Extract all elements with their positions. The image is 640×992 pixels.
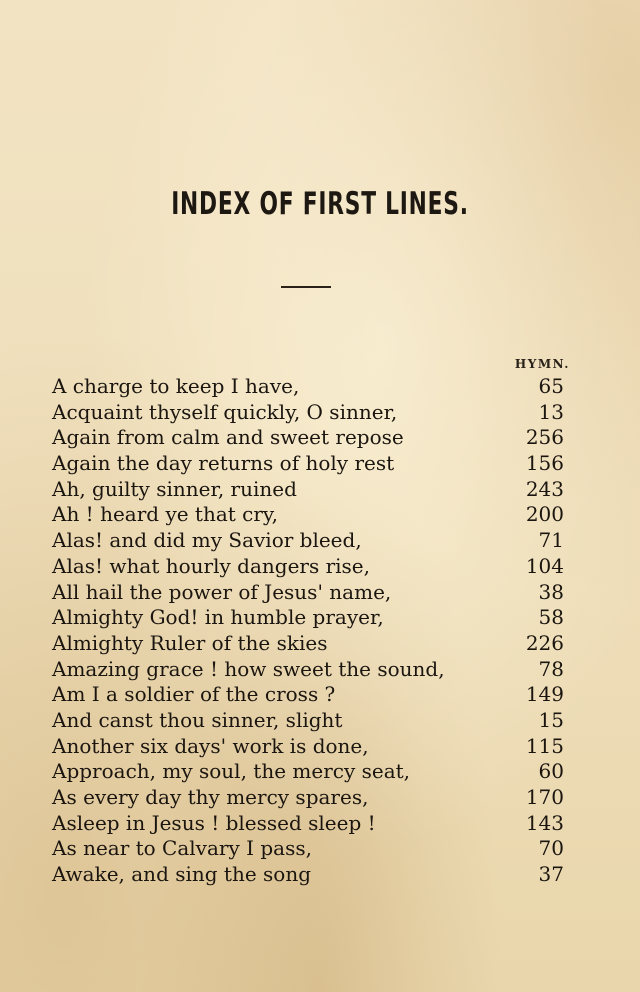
page-title: INDEX OF FIRST LINES. xyxy=(171,186,469,222)
entry-hymn-number: 149 xyxy=(525,682,564,707)
entry-first-line: Another six days' work is done, xyxy=(52,733,369,758)
index-entry xyxy=(52,708,572,734)
entry-hymn-number: 226 xyxy=(525,630,564,655)
entry-hymn-number: 13 xyxy=(538,399,564,424)
index-entry xyxy=(52,862,572,888)
index-entry xyxy=(52,477,572,503)
index-entry xyxy=(52,631,572,657)
entry-hymn-number: 200 xyxy=(525,502,564,527)
index-entry xyxy=(52,836,572,862)
index-entry xyxy=(52,528,572,554)
index-entry xyxy=(52,425,572,451)
title-divider-rule xyxy=(281,286,331,288)
index-entry xyxy=(52,374,572,400)
entry-hymn-number: 60 xyxy=(538,759,564,784)
entry-first-line: Again from calm and sweet repose xyxy=(52,425,404,450)
entry-hymn-number: 58 xyxy=(538,605,564,630)
entry-first-line: Awake, and sing the song xyxy=(52,862,312,887)
entry-first-line: All hail the power of Jesus' name, xyxy=(52,579,392,604)
entry-first-line: Almighty Ruler of the skies xyxy=(52,630,328,655)
entry-hymn-number: 38 xyxy=(538,579,564,604)
index-list xyxy=(52,374,572,888)
entry-hymn-number: 115 xyxy=(525,733,564,758)
entry-hymn-number: 78 xyxy=(538,656,564,681)
index-entry xyxy=(52,605,572,631)
entry-first-line: Acquaint thyself quickly, O sinner, xyxy=(52,399,398,424)
entry-first-line: And canst thou sinner, slight xyxy=(52,707,343,732)
index-entry xyxy=(52,580,572,606)
entry-first-line: A charge to keep I have, xyxy=(52,374,300,398)
entry-hymn-number: 243 xyxy=(525,476,564,501)
entry-first-line: As near to Calvary I pass, xyxy=(52,836,312,861)
entry-first-line: Asleep in Jesus ! blessed sleep ! xyxy=(52,810,376,835)
entry-hymn-number: 37 xyxy=(538,862,564,887)
index-entry xyxy=(52,785,572,811)
entry-hymn-number: 156 xyxy=(525,451,564,476)
index-entry xyxy=(52,554,572,580)
entry-hymn-number: 65 xyxy=(538,374,564,398)
index-entry xyxy=(52,502,572,528)
entry-hymn-number: 71 xyxy=(538,528,564,553)
index-entry xyxy=(52,759,572,785)
entry-first-line: Amazing grace ! how sweet the sound, xyxy=(52,656,445,681)
entry-first-line: Ah, guilty sinner, ruined xyxy=(52,476,297,501)
entry-hymn-number: 104 xyxy=(525,553,564,578)
entry-first-line: Almighty God! in humble prayer, xyxy=(52,605,384,630)
index-entry xyxy=(52,451,572,477)
index-entry xyxy=(52,400,572,426)
entry-first-line: Approach, my soul, the mercy seat, xyxy=(52,759,411,784)
entry-hymn-number: 143 xyxy=(525,810,564,835)
entry-first-line: Alas! what hourly dangers rise, xyxy=(52,553,370,578)
entry-hymn-number: 256 xyxy=(525,425,564,450)
hymn-column-header: HYMN. xyxy=(514,357,570,371)
entry-first-line: Am I a soldier of the cross ? xyxy=(52,682,336,707)
index-entry xyxy=(52,682,572,708)
entry-hymn-number: 70 xyxy=(538,836,564,861)
index-entry xyxy=(52,811,572,837)
entry-first-line: Again the day returns of holy rest xyxy=(52,451,395,476)
entry-first-line: Alas! and did my Savior bleed, xyxy=(52,528,362,553)
entry-hymn-number: 170 xyxy=(525,785,564,809)
index-entry xyxy=(52,734,572,760)
entry-first-line: As every day thy mercy spares, xyxy=(52,785,369,809)
entry-hymn-number: 15 xyxy=(538,707,564,732)
index-entry xyxy=(52,657,572,683)
entry-first-line: Ah ! heard ye that cry, xyxy=(52,502,278,527)
